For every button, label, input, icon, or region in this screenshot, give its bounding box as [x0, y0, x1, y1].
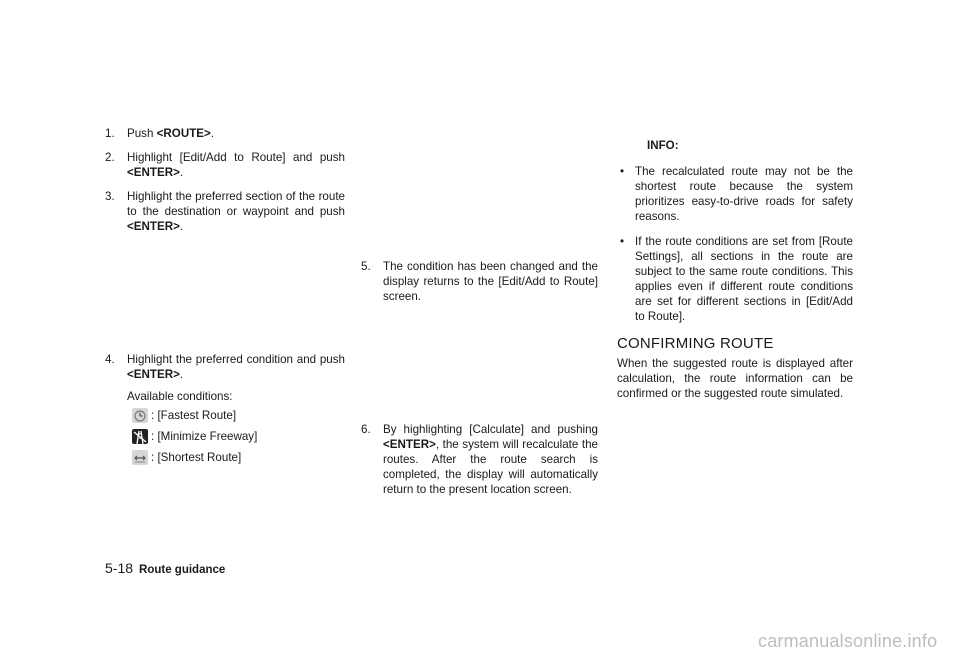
info-label: INFO: — [647, 139, 679, 152]
step-6: 6. By highlighting [Calculate] and pushing <ENTER>, the system will recalculate the routes. After the route search is completed, the display will automatically return to the present location screen. — [361, 423, 598, 496]
page-footer — [105, 561, 225, 578]
left-column-lower — [105, 352, 345, 466]
confirming-route-paragraph: When the suggested route is displayed after calculation, the route information can be confirmed or the suggested route simulated. — [617, 357, 853, 400]
fastest-route-icon — [132, 408, 148, 423]
section-title: Route guidance — [139, 564, 226, 576]
shortest-route-icon — [132, 450, 148, 465]
left-column — [105, 126, 345, 234]
condition-fastest-route: : [Fastest Route] — [105, 408, 345, 424]
condition-shortest-route: : [Shortest Route] — [105, 450, 345, 466]
info-bullet-2: • If the route conditions are set from [Route Settings], all sections in the route are subject to the same route conditions. This applies even if different route conditions are set for different sections in [Edit/Add to Route]. — [620, 235, 853, 323]
step-2: 2. Highlight [Edit/Add to Route] and push <ENTER>. — [105, 151, 345, 179]
available-conditions-label: Available conditions: — [127, 390, 233, 403]
step-5: 5. The condition has been changed and the display returns to the [Edit/Add to Route] screen. — [361, 260, 598, 303]
section-heading: CONFIRMING ROUTE — [617, 335, 774, 352]
right-column — [617, 138, 853, 401]
step-4: 4. Highlight the preferred condition and push <ENTER>. — [105, 353, 345, 381]
condition-minimize-freeway: : [Minimize Freeway] — [105, 429, 345, 445]
step-1: 1. Push <ROUTE>. — [105, 127, 215, 140]
step-3: 3. Highlight the preferred section of the route to the destination or waypoint and push <ENTER>. — [105, 190, 345, 233]
watermark: carmanualsonline.info — [758, 631, 938, 651]
middle-column — [361, 259, 598, 304]
info-bullet-1: • The recalculated route may not be the shortest route because the system prioritizes easy-to-drive roads for safety reasons. — [620, 165, 853, 223]
middle-column-lower — [361, 422, 598, 497]
page-number: 5-18 — [105, 560, 134, 576]
minimize-freeway-icon — [132, 429, 148, 444]
